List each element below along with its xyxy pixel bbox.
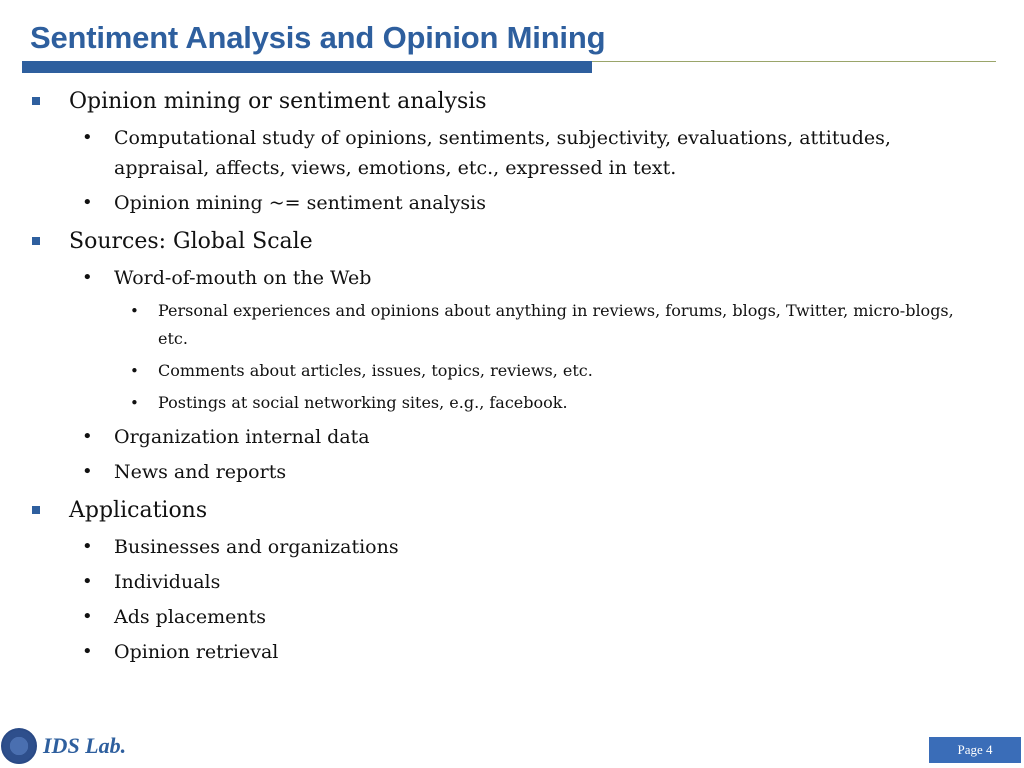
slide-content [32, 86, 992, 667]
dot-bullet-icon: • [130, 362, 139, 380]
bullet-level2 [82, 188, 992, 218]
bullet-text: Sources: Global Scale [69, 229, 313, 254]
square-bullet-icon [32, 97, 40, 105]
bullet-text: News and reports [114, 461, 287, 483]
bullet-text: Ads placements [114, 606, 267, 628]
bullet-level2 [82, 457, 992, 487]
dot-bullet-icon: • [82, 641, 93, 662]
bullet-level2 [82, 637, 992, 667]
square-bullet-icon [32, 506, 40, 514]
bullet-level2 [82, 422, 992, 452]
dot-bullet-icon: • [82, 127, 93, 148]
bullet-text: Individuals [114, 571, 221, 593]
bullet-text: Word-of-mouth on the Web [114, 267, 372, 289]
bullet-text: Opinion mining or sentiment analysis [69, 89, 487, 114]
bullet-text: Personal experiences and opinions about anything in reviews, forums, blogs, Twitter, micro-blogs, etc. [158, 301, 954, 348]
bullet-level2 [82, 263, 992, 293]
slide-title: Sentiment Analysis and Opinion Mining [30, 20, 606, 55]
dot-bullet-icon: • [130, 302, 139, 320]
bullet-text: Opinion retrieval [114, 641, 279, 663]
bullet-text: Postings at social networking sites, e.g., facebook. [158, 393, 568, 412]
bullet-text: Comments about articles, issues, topics, reviews, etc. [158, 361, 593, 380]
bullet-level2 [82, 567, 992, 597]
dot-bullet-icon: • [82, 461, 93, 482]
bullet-text: Organization internal data [114, 426, 370, 448]
dot-bullet-icon: • [82, 426, 93, 447]
dot-bullet-icon: • [82, 571, 93, 592]
dot-bullet-icon: • [82, 606, 93, 627]
dot-bullet-icon: • [130, 394, 139, 412]
bullet-level3 [130, 389, 992, 417]
dot-bullet-icon: • [82, 267, 93, 288]
university-seal-icon [1, 728, 37, 764]
page-number-badge: Page 4 [929, 737, 1021, 763]
title-underline-bar [22, 61, 592, 73]
bullet-level3 [130, 357, 992, 385]
bullet-text: Opinion mining ~= sentiment analysis [114, 192, 486, 214]
bullet-level1 [32, 86, 992, 118]
bullet-text: Computational study of opinions, sentiments, subjectivity, evaluations, attitudes, appraisal, affects, views, emotions, etc., expressed in text. [114, 127, 891, 179]
dot-bullet-icon: • [82, 192, 93, 213]
bullet-text: Applications [69, 498, 208, 523]
footer-logo [0, 728, 126, 764]
bullet-text: Businesses and organizations [114, 536, 399, 558]
bullet-level1 [32, 226, 992, 258]
dot-bullet-icon: • [82, 536, 93, 557]
bullet-level2 [82, 602, 992, 632]
bullet-level3 [130, 297, 992, 353]
square-bullet-icon [32, 237, 40, 245]
lab-logo-text: IDS Lab. [43, 733, 127, 758]
bullet-level2 [82, 532, 992, 562]
bullet-level2 [82, 123, 992, 183]
bullet-level1 [32, 495, 992, 527]
